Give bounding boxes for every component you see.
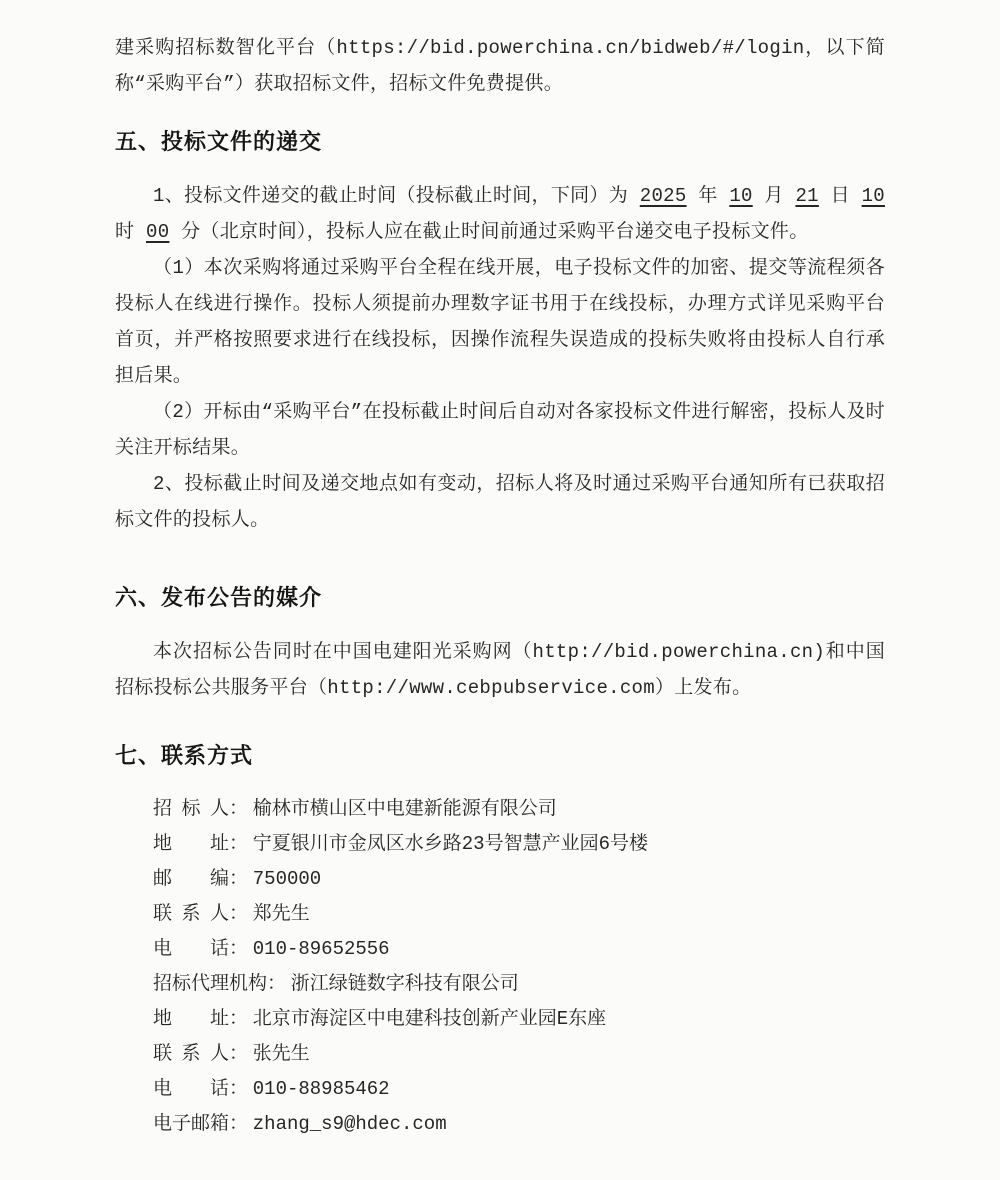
contact-colon: ： bbox=[229, 1078, 249, 1100]
intro-tail-paragraph: 建采购招标数智化平台（https://bid.powerchina.cn/bidweb/#/login，以下简称“采购平台”）获取招标文件，招标文件免费提供。 bbox=[115, 37, 885, 95]
contact-list bbox=[153, 792, 885, 1142]
media-paragraph: 本次招标公告同时在中国电建阳光采购网（http://bid.powerchina.cn)和中国招标投标公共服务平台（http://www.cebpubservice.com）上发布。 bbox=[115, 641, 885, 699]
contact-row bbox=[153, 1072, 885, 1107]
contact-label: 电子邮箱 bbox=[153, 1113, 230, 1135]
contact-value: 010-88985462 bbox=[252, 1078, 390, 1100]
contact-label: 联系人 bbox=[153, 903, 229, 925]
contact-colon: ： bbox=[229, 833, 249, 855]
contact-value: 郑先生 bbox=[252, 903, 310, 925]
contact-colon: ： bbox=[229, 1043, 249, 1065]
contact-row bbox=[153, 1107, 885, 1142]
contact-row bbox=[153, 967, 885, 1002]
contact-value: 宁夏银川市金凤区水乡路23号智慧产业园6号楼 bbox=[252, 833, 648, 855]
contact-value: 榆林市横山区中电建新能源有限公司 bbox=[252, 798, 557, 820]
contact-label: 电话 bbox=[153, 1078, 229, 1100]
contact-value: 750000 bbox=[252, 868, 322, 890]
contact-colon: ： bbox=[229, 1113, 249, 1135]
contact-row bbox=[153, 1037, 885, 1072]
contact-row bbox=[153, 862, 885, 897]
contact-colon: ： bbox=[229, 903, 249, 925]
contact-colon: ： bbox=[229, 868, 249, 890]
contact-value: 浙江绿链数字科技有限公司 bbox=[290, 973, 519, 995]
online-process-paragraph: （1）本次采购将通过采购平台全程在线开展，电子投标文件的加密、提交等流程须各投标人在线进行操作。投标人须提前办理数字证书用于在线投标，办理方式详见采购平台首页，并严格按照要求进行在线投标，因操作流程失误造成的投标失败将由投标人自行承担后果。 bbox=[115, 257, 885, 387]
section-5-heading: 五、投标文件的递交 bbox=[115, 129, 323, 154]
contact-row bbox=[153, 827, 885, 862]
contact-colon: ： bbox=[267, 973, 287, 995]
contact-value: 北京市海淀区中电建科技创新产业园E东座 bbox=[252, 1008, 607, 1030]
contact-row bbox=[153, 1002, 885, 1037]
contact-label: 联系人 bbox=[153, 1043, 229, 1065]
contact-value: 张先生 bbox=[252, 1043, 310, 1065]
section-6-heading: 六、发布公告的媒介 bbox=[115, 585, 323, 610]
contact-row bbox=[153, 792, 885, 827]
contact-colon: ： bbox=[229, 798, 249, 820]
contact-row bbox=[153, 932, 885, 967]
deadline-paragraph: 1、投标文件递交的截止时间（投标截止时间，下同）为 2025 年 10 月 21 日 10 时 00 分（北京时间），投标人应在截止时间前通过采购平台递交电子投标文件。 bbox=[115, 185, 885, 243]
section-7-heading: 七、联系方式 bbox=[115, 743, 254, 768]
contact-colon: ： bbox=[229, 938, 249, 960]
contact-value: 010-89652556 bbox=[252, 938, 390, 960]
contact-label: 招标人 bbox=[153, 798, 229, 820]
decrypt-paragraph: （2）开标由“采购平台”在投标截止时间后自动对各家投标文件进行解密，投标人及时关注开标结果。 bbox=[115, 401, 885, 459]
contact-label: 电话 bbox=[153, 938, 229, 960]
contact-label: 地址 bbox=[153, 833, 229, 855]
contact-label: 邮编 bbox=[153, 868, 229, 890]
change-notice-paragraph: 2、投标截止时间及递交地点如有变动，招标人将及时通过采购平台通知所有已获取招标文件的投标人。 bbox=[115, 473, 885, 531]
contact-label: 地址 bbox=[153, 1008, 229, 1030]
contact-label: 招标代理机构 bbox=[153, 973, 268, 995]
contact-colon: ： bbox=[229, 1008, 249, 1030]
contact-value: zhang_s9@hdec.com bbox=[252, 1113, 447, 1135]
contact-row bbox=[153, 897, 885, 932]
